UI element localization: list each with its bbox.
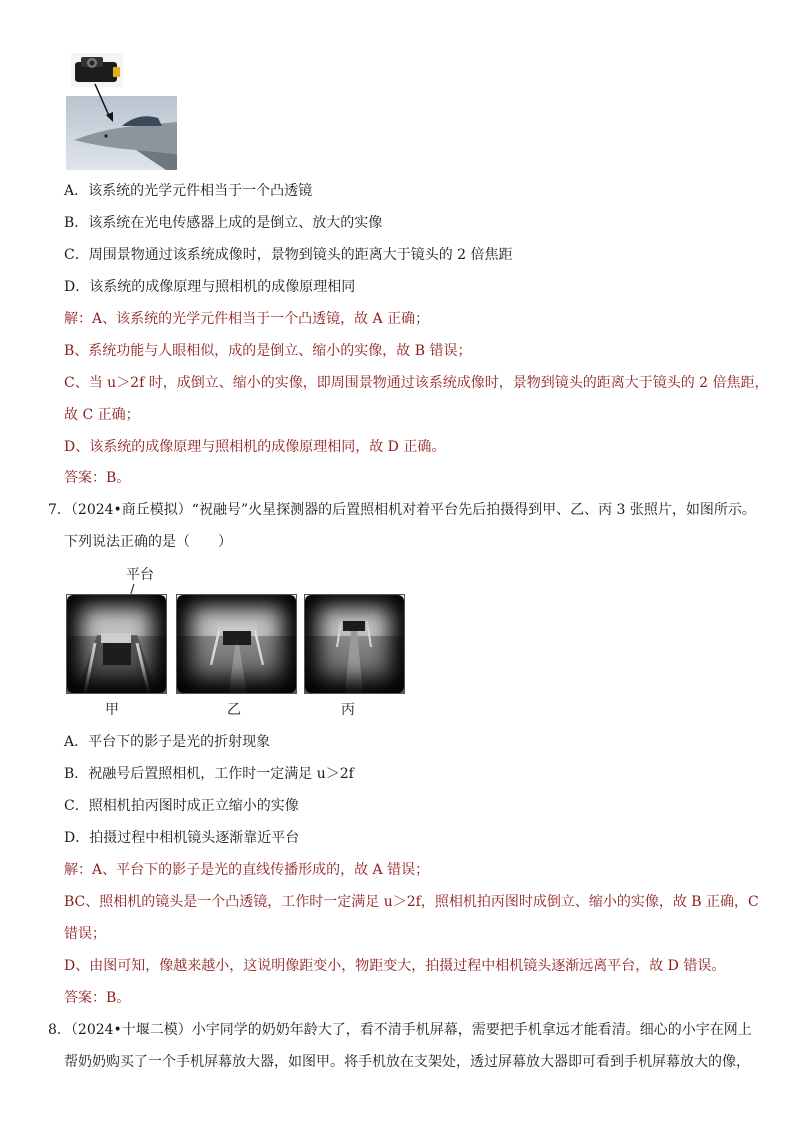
q7-solution-line: 解：A、平台下的影子是光的直线传播形成的，故 A 错误； xyxy=(64,862,430,878)
q6-solution-line: C、当 u＞2f 时，成倒立、缩小的实像，即周围景物通过该系统成像时，景物到镜头的距离大于镜头的 2 倍焦距， xyxy=(64,375,769,391)
q6-solution-line: 故 C 正确； xyxy=(64,407,140,423)
pointer-arrow xyxy=(90,82,120,124)
caption-bing: 丙 xyxy=(341,702,355,718)
q6-solution-line: D、该系统的成像原理与照相机的成像原理相同，故 D 正确。 xyxy=(64,439,446,455)
q7-answer: 答案：B。 xyxy=(64,990,131,1006)
q7-stem: 下列说法正确的是（ ） xyxy=(64,534,232,550)
q6-option-b: B．该系统在光电传感器上成的是倒立、放大的实像 xyxy=(64,215,383,231)
q7-solution-line: BC、照相机的镜头是一个凸透镜，工作时一定满足 u＞2f，照相机拍丙图时成倒立、缩小的实像，故 B 正确，C xyxy=(64,894,759,910)
jet-photo xyxy=(66,96,177,170)
caption-jia: 甲 xyxy=(105,702,119,718)
q7-option-c: C．照相机拍丙图时成正立缩小的实像 xyxy=(64,798,299,814)
q6-answer: 答案：B。 xyxy=(64,470,131,486)
photo-bing xyxy=(304,594,405,694)
platform-label: 平台 xyxy=(126,567,154,583)
photo-yi xyxy=(176,594,297,694)
q8-stem: 帮奶奶购买了一个手机屏幕放大器，如图甲。将手机放在支架处，透过屏幕放大器即可看到手机屏幕放大的像， xyxy=(64,1054,750,1070)
q7-solution-line: 错误； xyxy=(64,926,106,942)
q6-solution-line: B、系统功能与人眼相似，成的是倒立、缩小的实像，故 B 错误； xyxy=(64,343,472,359)
q7-option-b: B．祝融号后置照相机，工作时一定满足 u＞2f xyxy=(64,766,354,782)
q6-solution-line: 解：A、该系统的光学元件相当于一个凸透镜，故 A 正确； xyxy=(64,311,430,327)
q6-option-d: D．该系统的成像原理与照相机的成像原理相同 xyxy=(64,279,356,295)
q6-option-a: A．该系统的光学元件相当于一个凸透镜 xyxy=(64,183,313,199)
caption-yi: 乙 xyxy=(227,702,241,718)
photo-jia xyxy=(66,594,167,694)
q8-stem: 8．（2024•十堰二模）小宇同学的奶奶年龄大了，看不清手机屏幕，需要把手机拿远才能看清。细心的小宇在网上 xyxy=(48,1022,752,1038)
q7-solution-line: D、由图可知，像越来越小，这说明像距变小，物距变大，拍摄过程中相机镜头逐渐远离平台，故 D 错误。 xyxy=(64,958,726,974)
q7-option-d: D．拍摄过程中相机镜头逐渐靠近平台 xyxy=(64,830,300,846)
q7-option-a: A．平台下的影子是光的折射现象 xyxy=(64,734,271,750)
q7-stem: 7．（2024•商丘模拟）“祝融号”火星探测器的后置照相机对着平台先后拍摄得到甲、乙、丙 3 张照片，如图所示。 xyxy=(48,502,756,518)
q6-option-c: C．周围景物通过该系统成像时，景物到镜头的距离大于镜头的 2 倍焦距 xyxy=(64,247,513,263)
